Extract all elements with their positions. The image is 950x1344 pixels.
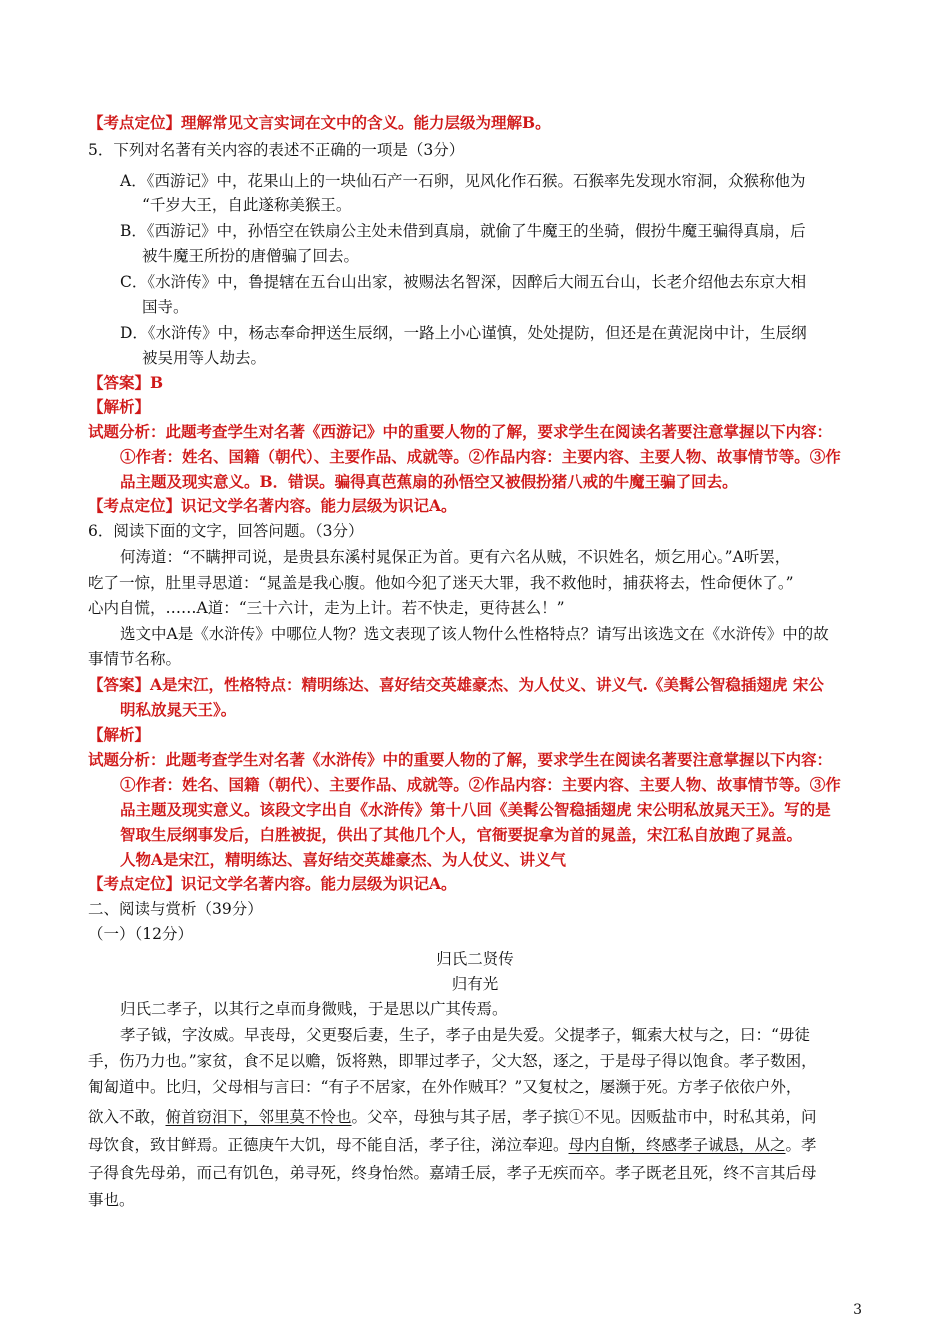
q5-option-a-line1: A．《西游记》中，花果山上的一块仙石产一石卵，见风化作石猴。石猴率先发现水帘洞，众猴称他为 bbox=[120, 172, 806, 190]
q5-kaodian: 【考点定位】识记文学名著内容。能力层级为识记A。 bbox=[88, 496, 457, 515]
passage-line5-end: 。父卒，母独与其子居，孝子摈①不见。因贩盐市中，时私其弟，问 bbox=[351, 1108, 817, 1126]
underlined-sentence-1: 俯首窃泪下，邻里莫不怜也 bbox=[165, 1108, 352, 1126]
q6-analysis-line5: 人物A是宋江，精明练达、喜好结交英雄豪杰、为人仗义、讲义气 bbox=[120, 850, 567, 869]
q5-option-b-line2: 被牛魔王所扮的唐僧骗了回去。 bbox=[142, 247, 360, 265]
passage-line3: 手，伤乃力也。”家贫，食不足以赡，饭将熟，即罪过孝子，父大怒，逐之，于是母子得以饱食。孝子数困， bbox=[88, 1052, 817, 1070]
q6-analysis-line1: 试题分析：此题考查学生对名著《水浒传》中的重要人物的了解，要求学生在阅读名著要注意掌握以下内容： bbox=[88, 750, 833, 769]
q5-stem: 5．下列对名著有关内容的表述不正确的一项是（3分） bbox=[88, 141, 465, 159]
q6-answer-line1: 【答案】A是宋江，性格特点：精明练达、喜好结交英雄豪杰、为人仗义、讲义气.《美髯公智稳插翅虎 宋公 bbox=[88, 675, 824, 694]
passage-line7: 子得食先母弟，而己有饥色，弟寻死，终身怡然。嘉靖壬辰，孝子无疾而卒。孝子既老且死，终不言其后母 bbox=[88, 1164, 817, 1182]
q5-analysis-line2: ①作者：姓名、国籍（朝代）、主要作品、成就等。②作品内容：主要内容、主要人物、故事情节等。③作 bbox=[120, 447, 841, 466]
page-number: 3 bbox=[853, 1302, 862, 1318]
passage-line6-start: 母饮食，致甘鲜焉。正德庚午大饥，母不能自活，孝子往，涕泣奉迎。 bbox=[88, 1136, 569, 1154]
passage-author: 归有光 bbox=[451, 975, 499, 993]
q6-passage-line2: 吃了一惊，肚里寻思道：“晁盖是我心腹。他如今犯了迷天大罪，我不救他时，捕获将去，性命便休了。” bbox=[88, 574, 794, 592]
q6-passage-line1: 何涛道：“不瞒押司说，是贵县东溪村晁保正为首。更有六名从贼，不识姓名，烦乞用心。”A听罢， bbox=[120, 548, 791, 566]
q5-option-a-line2: “千岁大王，自此遂称美猴王。 bbox=[142, 196, 352, 214]
passage-title: 归氏二贤传 bbox=[436, 950, 514, 968]
passage-line5-start: 欲入不敢， bbox=[88, 1108, 166, 1126]
q6-question-line1: 选文中A是《水浒传》中哪位人物？选文表现了该人物什么性格特点？请写出该选文在《水浒传》中的故 bbox=[120, 625, 829, 643]
q5-analysis-line1: 试题分析：此题考查学生对名著《西游记》中的重要人物的了解，要求学生在阅读名著要注意掌握以下内容： bbox=[88, 422, 833, 441]
q6-analysis-line2: ①作者：姓名、国籍（朝代）、主要作品、成就等。②作品内容：主要内容、主要人物、故事情节等。③作 bbox=[120, 775, 841, 794]
q4-kaodian: 【考点定位】理解常见文言实词在文中的含义。能力层级为理解B。 bbox=[88, 113, 551, 132]
q6-answer-line2: 明私放晁天王》。 bbox=[120, 700, 237, 719]
q5-option-c-line2: 国寺。 bbox=[142, 298, 189, 316]
q5-option-c-line1: C．《水浒传》中，鲁提辖在五台山出家，被赐法名智深，因醉后大闹五台山，长老介绍他去东京大相 bbox=[120, 273, 807, 291]
q5-analysis-line3: 品主题及现实意义。B．错误。骗得真芭蕉扇的孙悟空又被假扮猪八戒的牛魔王骗了回去。 bbox=[120, 472, 738, 491]
underlined-sentence-2: 母内自惭，终感孝子诚恳，从之 bbox=[568, 1136, 786, 1154]
q5-jiexi-label: 【解析】 bbox=[88, 397, 151, 416]
q6-passage-line3: 心内自慌，……A道：“三十六计，走为上计。若不快走，更待甚么！” bbox=[88, 599, 565, 617]
passage-line8: 事也。 bbox=[88, 1191, 135, 1209]
passage-line1: 归氏二孝子，以其行之卓而身微贱，于是思以广其传焉。 bbox=[120, 1000, 508, 1018]
passage-line6-end: 。孝 bbox=[785, 1136, 817, 1154]
q6-stem: 6．阅读下面的文字，回答问题。（3分） bbox=[88, 522, 364, 540]
q5-option-d-line1: D．《水浒传》中，杨志奉命押送生辰纲，一路上小心谨慎，处处提防，但还是在黄泥岗中计，生辰纲 bbox=[120, 324, 807, 342]
q6-analysis-line4: 智取生辰纲事发后，白胜被捉，供出了其他几个人，官衙要捉拿为首的晁盖，宋江私自放跑了晁盖。 bbox=[120, 825, 803, 844]
section-heading: 二、阅读与赏析（39分） bbox=[88, 900, 263, 918]
passage-line5 bbox=[88, 1106, 817, 1128]
passage-line4: 匍匐道中。比归，父母相与言曰：“有子不居家，在外作贼耳？”又复杖之，屡濒于死。方孝子依依户外， bbox=[88, 1078, 802, 1096]
q6-analysis-line3: 品主题及现实意义。该段文字出自《水浒传》第十八回《美髯公智稳插翅虎 宋公明私放晁天王》。写的是 bbox=[120, 800, 831, 819]
q5-answer: 【答案】B bbox=[88, 373, 164, 392]
q6-kaodian: 【考点定位】识记文学名著内容。能力层级为识记A。 bbox=[88, 874, 457, 893]
q6-question-line2: 事情节名称。 bbox=[88, 650, 182, 668]
q5-option-d-line2: 被吴用等人劫去。 bbox=[142, 349, 267, 367]
passage-line6 bbox=[88, 1134, 817, 1156]
q5-option-b-line1: B．《西游记》中，孙悟空在铁扇公主处未借到真扇，就偷了牛魔王的坐骑，假扮牛魔王骗得真扇，后 bbox=[120, 222, 806, 240]
part-heading: （一）（12分） bbox=[88, 925, 193, 943]
q6-jiexi-label: 【解析】 bbox=[88, 725, 151, 744]
passage-line2: 孝子钺，字汝威。早丧母，父更娶后妻，生子，孝子由是失爱。父提孝子，辄索大杖与之，曰：“毋徒 bbox=[120, 1026, 810, 1044]
